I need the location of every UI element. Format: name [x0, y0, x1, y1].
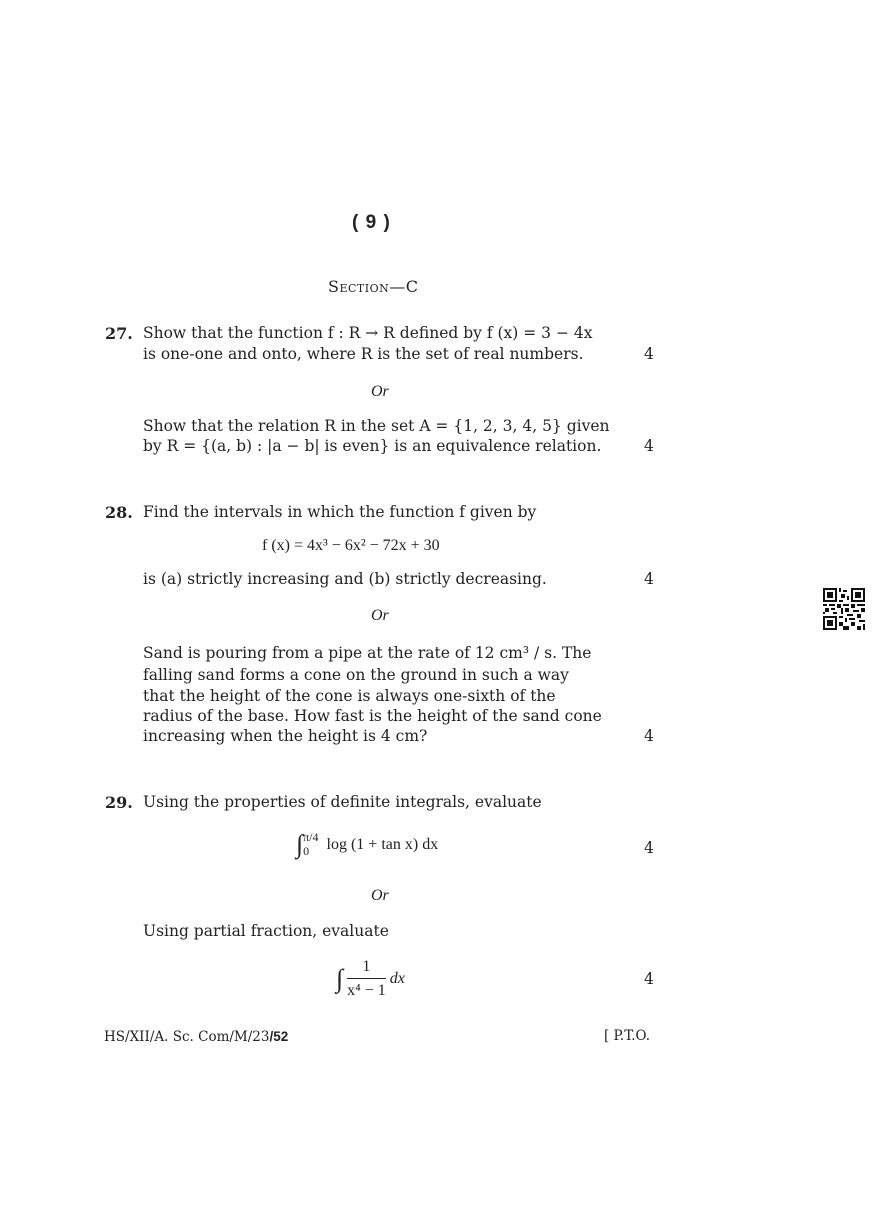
- q27-alt-line2: by R = {(a, b) : |a − b| is even} is an equivalence relation.: [143, 437, 602, 455]
- q28-alt-line4: radius of the base. How fast is the height of the sand cone: [143, 707, 602, 725]
- q28-marks: 4: [644, 570, 654, 588]
- q27-marks: 4: [644, 345, 654, 363]
- q27-line2: is one-one and onto, where R is the set of real numbers.: [143, 345, 584, 363]
- q27-line1: Show that the function f : R → R defined by f (x) = 3 − 4x: [143, 324, 593, 342]
- q29-alt-line1: Using partial fraction, evaluate: [143, 922, 389, 940]
- q28-alt-line2: falling sand forms a cone on the ground in such a way: [143, 666, 569, 684]
- q27-or: Or: [371, 383, 389, 400]
- q28-alt-line5: increasing when the height is 4 cm?: [143, 727, 428, 745]
- fraction-numerator: 1: [347, 956, 386, 979]
- q28-line1: Find the intervals in which the function f given by: [143, 503, 537, 521]
- question-number-28: 28.: [105, 503, 133, 522]
- pto-label: [ P.T.O.: [604, 1028, 651, 1044]
- q28-alt-line3: that the height of the cone is always one-sixth of the: [143, 687, 556, 705]
- q28-equation: f (x) = 4x³ − 6x² − 72x + 30: [262, 537, 440, 554]
- integral-sign: ∫: [296, 829, 304, 859]
- page-number: ( 9 ): [352, 212, 391, 233]
- question-number-27: 27.: [105, 324, 133, 343]
- q28-alt-line1: Sand is pouring from a pipe at the rate of 12 cm³ / s. The: [143, 644, 592, 662]
- q29-line1: Using the properties of definite integrals, evaluate: [143, 793, 542, 811]
- q29-marks: 4: [644, 839, 654, 857]
- q28-or: Or: [371, 607, 389, 624]
- q29-alt-integral: [336, 956, 405, 1001]
- alt-dx: dx: [389, 970, 405, 987]
- alt-integral-sign: ∫: [336, 964, 344, 993]
- q29-alt-marks: 4: [644, 970, 654, 988]
- qr-code-icon: [823, 588, 865, 630]
- integrand: log (1 + tan x) dx: [326, 835, 439, 853]
- integral-lower-limit: 0: [303, 844, 310, 858]
- question-number-29: 29.: [105, 793, 133, 812]
- integral-limits: [303, 830, 318, 858]
- paper-code: [104, 1026, 288, 1048]
- q28-alt-marks: 4: [644, 727, 654, 745]
- q29-integral: [296, 830, 438, 858]
- section-title: Section—C: [328, 277, 419, 296]
- q27-alt-marks: 4: [644, 437, 654, 455]
- fraction: [347, 956, 386, 1001]
- paper-code-suffix: /52: [269, 1029, 289, 1044]
- paper-code-prefix: HS/XII/A. Sc. Com/M/23: [104, 1029, 270, 1045]
- q27-alt-line1: Show that the relation R in the set A = {1, 2, 3, 4, 5} given: [143, 417, 610, 435]
- q28-line2: is (a) strictly increasing and (b) strictly decreasing.: [143, 570, 547, 588]
- fraction-denominator: x⁴ − 1: [347, 982, 386, 999]
- integral-upper-limit: π/4: [303, 830, 319, 844]
- q29-or: Or: [371, 887, 389, 904]
